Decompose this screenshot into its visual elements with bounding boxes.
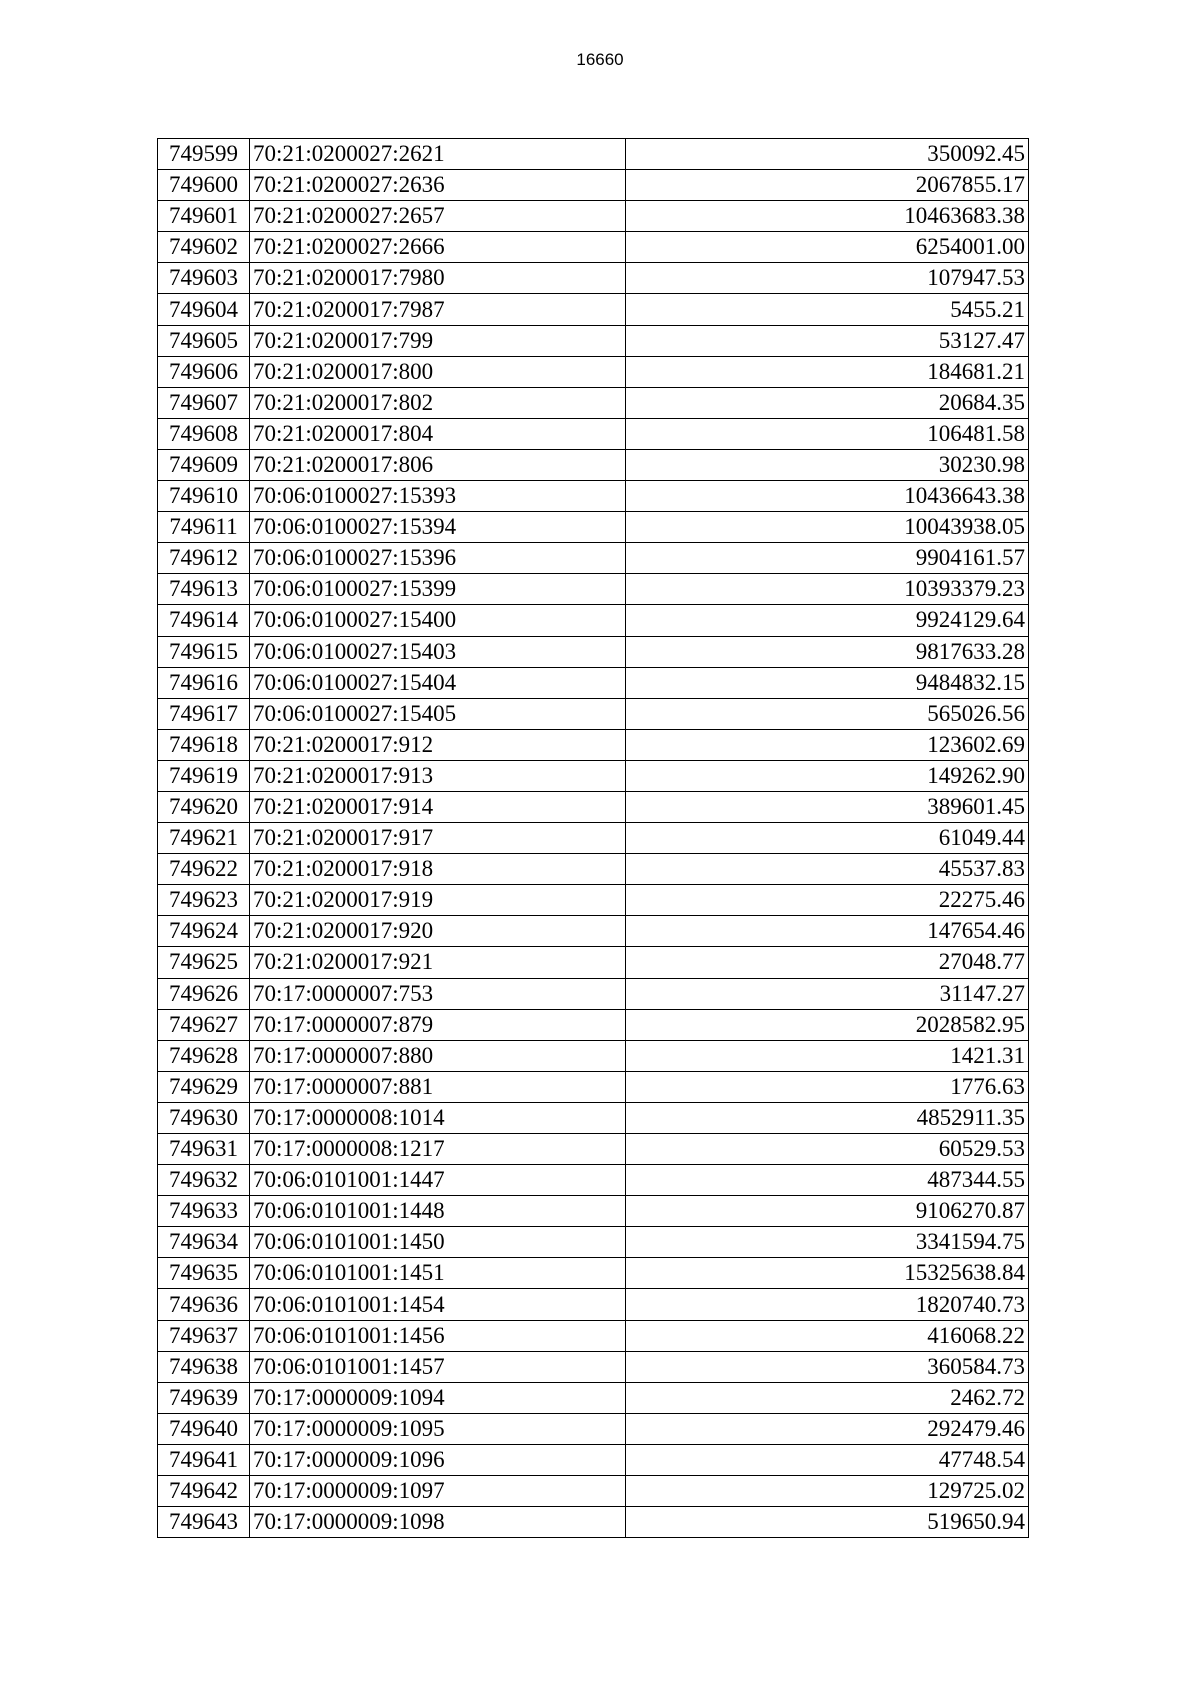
- cadastral-number-cell: 70:06:0100027:15404: [250, 667, 626, 698]
- cadastral-number-cell: 70:21:0200017:802: [250, 387, 626, 418]
- row-id-cell: 749610: [158, 481, 250, 512]
- table-row: [158, 543, 1029, 574]
- table-row: [158, 1134, 1029, 1165]
- cadastral-number-cell: 70:21:0200017:921: [250, 947, 626, 978]
- cadastral-value-cell: 416068.22: [626, 1320, 1029, 1351]
- row-id-cell: 749619: [158, 760, 250, 791]
- cadastral-number-cell: 70:06:0101001:1454: [250, 1289, 626, 1320]
- row-id-cell: 749602: [158, 232, 250, 263]
- table-row: [158, 449, 1029, 480]
- table-row: [158, 947, 1029, 978]
- cadastral-number-cell: 70:21:0200027:2621: [250, 139, 626, 170]
- cadastral-number-cell: 70:06:0101001:1447: [250, 1165, 626, 1196]
- table-row: [158, 1196, 1029, 1227]
- cadastral-number-cell: 70:17:0000009:1096: [250, 1444, 626, 1475]
- table-row: [158, 1413, 1029, 1444]
- cadastral-number-cell: 70:17:0000009:1095: [250, 1413, 626, 1444]
- cadastral-number-cell: 70:21:0200017:7987: [250, 294, 626, 325]
- cadastral-number-cell: 70:06:0100027:15399: [250, 574, 626, 605]
- cadastral-number-cell: 70:21:0200017:799: [250, 325, 626, 356]
- row-id-cell: 749624: [158, 916, 250, 947]
- cadastral-number-cell: 70:21:0200017:912: [250, 729, 626, 760]
- row-id-cell: 749612: [158, 543, 250, 574]
- table-row: [158, 294, 1029, 325]
- cadastral-number-cell: 70:17:0000007:881: [250, 1071, 626, 1102]
- row-id-cell: 749620: [158, 791, 250, 822]
- cadastral-value-cell: 27048.77: [626, 947, 1029, 978]
- table-row: [158, 667, 1029, 698]
- row-id-cell: 749599: [158, 139, 250, 170]
- cadastral-value-cell: 4852911.35: [626, 1102, 1029, 1133]
- row-id-cell: 749643: [158, 1507, 250, 1538]
- cadastral-number-cell: 70:21:0200027:2666: [250, 232, 626, 263]
- table-row: [158, 201, 1029, 232]
- cadastral-value-cell: 20684.35: [626, 387, 1029, 418]
- table-row: [158, 791, 1029, 822]
- table-row: [158, 481, 1029, 512]
- cadastral-value-cell: 10436643.38: [626, 481, 1029, 512]
- cadastral-value-cell: 2067855.17: [626, 170, 1029, 201]
- row-id-cell: 749617: [158, 698, 250, 729]
- cadastral-value-cell: 53127.47: [626, 325, 1029, 356]
- table-row: [158, 1009, 1029, 1040]
- cadastral-number-cell: 70:06:0100027:15403: [250, 636, 626, 667]
- cadastral-value-cell: 129725.02: [626, 1476, 1029, 1507]
- cadastral-value-cell: 6254001.00: [626, 232, 1029, 263]
- row-id-cell: 749608: [158, 418, 250, 449]
- table-row: [158, 1382, 1029, 1413]
- cadastral-value-cell: 10393379.23: [626, 574, 1029, 605]
- cadastral-value-cell: 565026.56: [626, 698, 1029, 729]
- table-row: [158, 1476, 1029, 1507]
- cadastral-number-cell: 70:06:0101001:1451: [250, 1258, 626, 1289]
- cadastral-number-cell: 70:21:0200027:2657: [250, 201, 626, 232]
- cadastral-value-cell: 60529.53: [626, 1134, 1029, 1165]
- cadastral-number-cell: 70:06:0100027:15394: [250, 512, 626, 543]
- cadastral-value-cell: 9817633.28: [626, 636, 1029, 667]
- cadastral-number-cell: 70:06:0101001:1456: [250, 1320, 626, 1351]
- row-id-cell: 749614: [158, 605, 250, 636]
- row-id-cell: 749600: [158, 170, 250, 201]
- table-row: [158, 232, 1029, 263]
- table-row: [158, 263, 1029, 294]
- cadastral-value-cell: 61049.44: [626, 823, 1029, 854]
- table-row: [158, 1165, 1029, 1196]
- cadastral-value-cell: 30230.98: [626, 449, 1029, 480]
- row-id-cell: 749631: [158, 1134, 250, 1165]
- row-id-cell: 749621: [158, 823, 250, 854]
- cadastral-value-cell: 292479.46: [626, 1413, 1029, 1444]
- cadastral-number-cell: 70:21:0200017:920: [250, 916, 626, 947]
- row-id-cell: 749601: [158, 201, 250, 232]
- cadastral-value-cell: 1820740.73: [626, 1289, 1029, 1320]
- row-id-cell: 749628: [158, 1040, 250, 1071]
- table-row: [158, 605, 1029, 636]
- table-row: [158, 574, 1029, 605]
- cadastral-value-cell: 15325638.84: [626, 1258, 1029, 1289]
- cadastral-value-cell: 10043938.05: [626, 512, 1029, 543]
- cadastral-value-cell: 47748.54: [626, 1444, 1029, 1475]
- cadastral-number-cell: 70:21:0200017:914: [250, 791, 626, 822]
- cadastral-value-cell: 106481.58: [626, 418, 1029, 449]
- row-id-cell: 749606: [158, 356, 250, 387]
- row-id-cell: 749615: [158, 636, 250, 667]
- cadastral-value-cell: 31147.27: [626, 978, 1029, 1009]
- cadastral-value-cell: 519650.94: [626, 1507, 1029, 1538]
- cadastral-value-cell: 1776.63: [626, 1071, 1029, 1102]
- row-id-cell: 749629: [158, 1071, 250, 1102]
- table-row: [158, 418, 1029, 449]
- cadastral-number-cell: 70:21:0200017:917: [250, 823, 626, 854]
- row-id-cell: 749635: [158, 1258, 250, 1289]
- cadastral-number-cell: 70:21:0200017:806: [250, 449, 626, 480]
- cadastral-value-cell: 350092.45: [626, 139, 1029, 170]
- cadastral-number-cell: 70:06:0100027:15393: [250, 481, 626, 512]
- cadastral-value-cell: 147654.46: [626, 916, 1029, 947]
- cadastral-number-cell: 70:17:0000007:880: [250, 1040, 626, 1071]
- cadastral-value-cell: 1421.31: [626, 1040, 1029, 1071]
- table-row: [158, 636, 1029, 667]
- cadastral-value-cell: 487344.55: [626, 1165, 1029, 1196]
- table-row: [158, 1289, 1029, 1320]
- row-id-cell: 749622: [158, 854, 250, 885]
- table-row: [158, 760, 1029, 791]
- table-row: [158, 1040, 1029, 1071]
- cadastral-number-cell: 70:17:0000008:1217: [250, 1134, 626, 1165]
- table-row: [158, 1102, 1029, 1133]
- cadastral-value-cell: 22275.46: [626, 885, 1029, 916]
- table-row: [158, 356, 1029, 387]
- cadastral-number-cell: 70:21:0200017:800: [250, 356, 626, 387]
- row-id-cell: 749618: [158, 729, 250, 760]
- page-number: 16660: [576, 50, 624, 69]
- cadastral-number-cell: 70:17:0000007:879: [250, 1009, 626, 1040]
- cadastral-number-cell: 70:21:0200017:919: [250, 885, 626, 916]
- cadastral-number-cell: 70:21:0200017:913: [250, 760, 626, 791]
- cadastral-number-cell: 70:17:0000009:1094: [250, 1382, 626, 1413]
- row-id-cell: 749641: [158, 1444, 250, 1475]
- table-row: [158, 729, 1029, 760]
- cadastral-value-cell: 123602.69: [626, 729, 1029, 760]
- cadastral-number-cell: 70:06:0101001:1448: [250, 1196, 626, 1227]
- table-row: [158, 1071, 1029, 1102]
- row-id-cell: 749613: [158, 574, 250, 605]
- row-id-cell: 749605: [158, 325, 250, 356]
- cadastral-value-cell: 360584.73: [626, 1351, 1029, 1382]
- table-row: [158, 978, 1029, 1009]
- row-id-cell: 749630: [158, 1102, 250, 1133]
- table-row: [158, 1258, 1029, 1289]
- row-id-cell: 749634: [158, 1227, 250, 1258]
- cadastral-value-cell: 107947.53: [626, 263, 1029, 294]
- row-id-cell: 749607: [158, 387, 250, 418]
- row-id-cell: 749632: [158, 1165, 250, 1196]
- cadastral-value-cell: 2028582.95: [626, 1009, 1029, 1040]
- row-id-cell: 749616: [158, 667, 250, 698]
- row-id-cell: 749603: [158, 263, 250, 294]
- table-row: [158, 139, 1029, 170]
- row-id-cell: 749609: [158, 449, 250, 480]
- cadastral-value-table: [157, 138, 1029, 1538]
- table-row: [158, 885, 1029, 916]
- cadastral-value-cell: 5455.21: [626, 294, 1029, 325]
- row-id-cell: 749633: [158, 1196, 250, 1227]
- row-id-cell: 749604: [158, 294, 250, 325]
- table-row: [158, 1351, 1029, 1382]
- row-id-cell: 749627: [158, 1009, 250, 1040]
- cadastral-number-cell: 70:06:0100027:15396: [250, 543, 626, 574]
- row-id-cell: 749642: [158, 1476, 250, 1507]
- table-row: [158, 512, 1029, 543]
- table-row: [158, 1507, 1029, 1538]
- row-id-cell: 749636: [158, 1289, 250, 1320]
- row-id-cell: 749626: [158, 978, 250, 1009]
- cadastral-value-cell: 3341594.75: [626, 1227, 1029, 1258]
- row-id-cell: 749640: [158, 1413, 250, 1444]
- cadastral-value-cell: 184681.21: [626, 356, 1029, 387]
- cadastral-value-cell: 10463683.38: [626, 201, 1029, 232]
- cadastral-number-cell: 70:06:0100027:15400: [250, 605, 626, 636]
- row-id-cell: 749637: [158, 1320, 250, 1351]
- table-row: [158, 1444, 1029, 1475]
- row-id-cell: 749623: [158, 885, 250, 916]
- cadastral-number-cell: 70:17:0000007:753: [250, 978, 626, 1009]
- table-row: [158, 1320, 1029, 1351]
- row-id-cell: 749639: [158, 1382, 250, 1413]
- cadastral-number-cell: 70:21:0200017:7980: [250, 263, 626, 294]
- cadastral-value-cell: 389601.45: [626, 791, 1029, 822]
- table-row: [158, 1227, 1029, 1258]
- cadastral-value-cell: 9106270.87: [626, 1196, 1029, 1227]
- table-row: [158, 170, 1029, 201]
- row-id-cell: 749611: [158, 512, 250, 543]
- cadastral-number-cell: 70:21:0200017:804: [250, 418, 626, 449]
- table-row: [158, 823, 1029, 854]
- cadastral-value-cell: 149262.90: [626, 760, 1029, 791]
- cadastral-value-cell: 45537.83: [626, 854, 1029, 885]
- table-body: [158, 139, 1029, 1538]
- cadastral-number-cell: 70:06:0101001:1457: [250, 1351, 626, 1382]
- cadastral-number-cell: 70:17:0000008:1014: [250, 1102, 626, 1133]
- cadastral-number-cell: 70:21:0200027:2636: [250, 170, 626, 201]
- table-row: [158, 325, 1029, 356]
- table-row: [158, 916, 1029, 947]
- cadastral-number-cell: 70:17:0000009:1098: [250, 1507, 626, 1538]
- row-id-cell: 749638: [158, 1351, 250, 1382]
- cadastral-number-cell: 70:06:0101001:1450: [250, 1227, 626, 1258]
- table-row: [158, 387, 1029, 418]
- row-id-cell: 749625: [158, 947, 250, 978]
- cadastral-value-cell: 9924129.64: [626, 605, 1029, 636]
- cadastral-value-cell: 9904161.57: [626, 543, 1029, 574]
- cadastral-number-cell: 70:17:0000009:1097: [250, 1476, 626, 1507]
- cadastral-number-cell: 70:06:0100027:15405: [250, 698, 626, 729]
- table-row: [158, 854, 1029, 885]
- cadastral-value-cell: 2462.72: [626, 1382, 1029, 1413]
- cadastral-number-cell: 70:21:0200017:918: [250, 854, 626, 885]
- table-row: [158, 698, 1029, 729]
- cadastral-value-cell: 9484832.15: [626, 667, 1029, 698]
